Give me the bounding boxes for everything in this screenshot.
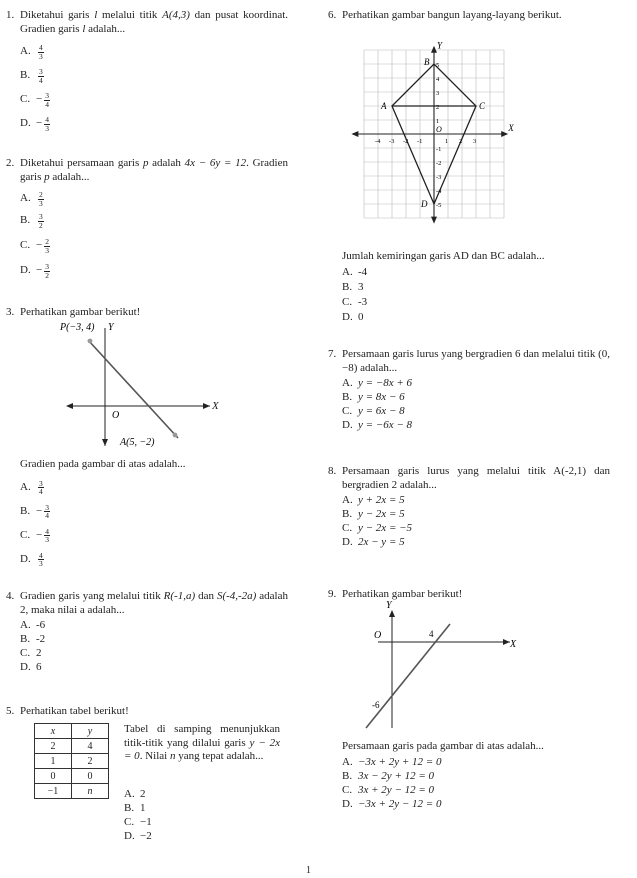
point-a-label: A <box>381 101 387 111</box>
x-tick-label: 3 <box>473 138 477 145</box>
q6-kite-figure <box>350 40 514 232</box>
x-tick-label: -2 <box>403 138 409 145</box>
y-tick-label: -3 <box>436 174 442 181</box>
option-a: A. y = −8x + 6 <box>342 377 413 390</box>
x-tick-label: 2 <box>459 138 463 145</box>
option-c: C. − $\frac{2}{3}$ <box>20 237 49 255</box>
question-stem: Perhatikan tabel berikut! <box>20 705 129 717</box>
y-tick-label: 2 <box>436 104 440 111</box>
x-axis-label: X <box>510 639 517 650</box>
option-a: A. $\frac{3}{4}$ <box>20 478 43 496</box>
question-number: 1. <box>6 9 15 21</box>
question-number: 5. <box>6 705 15 717</box>
table-cell: 0 <box>72 769 109 784</box>
point-a <box>173 433 178 438</box>
question-stem: Diketahui persamaan garis p adalah 4x − 6y = 12. Gradien garis p adalah... <box>20 157 288 183</box>
question-text: Gradien pada gambar di atas adalah... <box>20 458 186 470</box>
option-c: C. − $\frac{3}{4}$ <box>20 91 49 109</box>
option-c: C. −1 <box>124 816 152 829</box>
option-d: D. − $\frac{4}{3}$ <box>20 115 49 133</box>
origin-label: O <box>374 630 382 641</box>
option-a: A. -4 <box>342 266 368 279</box>
table-cell: 2 <box>35 739 72 754</box>
table-cell: −1 <box>35 784 72 799</box>
question-stem: Perhatikan gambar berikut! <box>20 306 141 318</box>
y-tick-label: -5 <box>436 202 442 209</box>
point-p <box>88 339 93 344</box>
a-label: A(5, −2) <box>120 437 155 448</box>
option-a: A. $\frac{2}{3}$ <box>20 190 43 208</box>
origin-label: O <box>112 410 120 421</box>
y-axis-label: Y <box>437 40 443 51</box>
question-4 <box>6 590 288 675</box>
option-c: C. 3x + 2y − 12 = 0 <box>342 783 435 796</box>
question-stem: Diketahui garis l melalui titik A(4,3) dan pusat koordinat. Gradien garis l adalah... <box>20 9 289 35</box>
point-d-label: D <box>421 199 428 209</box>
option-c: C. − $\frac{4}{3}$ <box>20 526 49 544</box>
question-stem: Perhatikan gambar berikut! <box>342 588 463 600</box>
y-tick-label: 1 <box>436 118 440 125</box>
option-d: D. $\frac{4}{3}$ <box>20 550 43 568</box>
question-6-body <box>328 250 610 326</box>
table-cell: 4 <box>72 739 109 754</box>
x-axis-arrow <box>501 131 508 137</box>
x-tick-label: -3 <box>389 138 395 145</box>
option-b: B. 1 <box>124 802 146 815</box>
option-b: B. $\frac{3}{2}$ <box>20 212 43 230</box>
question-text: Jumlah kemiringan garis AD dan BC adalah... <box>342 250 545 262</box>
option-a: A. 2 <box>124 788 146 801</box>
question-text: Persamaan garis pada gambar di atas adalah... <box>342 740 544 752</box>
option-d: D. − $\frac{3}{2}$ <box>20 262 49 280</box>
q5-xy-table <box>34 723 109 799</box>
option-c: C. y − 2x = −5 <box>342 522 413 535</box>
option-b: B. y = 8x − 6 <box>342 391 405 404</box>
option-a: A. −3x + 2y + 12 = 0 <box>342 755 442 768</box>
option-b: B. -2 <box>20 633 46 646</box>
question-2 <box>6 157 288 282</box>
question-number: 6. <box>328 9 337 21</box>
x-tick-label: -1 <box>417 138 423 145</box>
question-number: 2. <box>6 157 15 169</box>
point-b-label: B <box>424 57 430 67</box>
question-stem: Persamaan garis lurus yang melalui titik A(-2,1) dan bergradien 2 adalah... <box>342 465 610 491</box>
option-d: D. 2x − y = 5 <box>342 536 405 549</box>
page-number: 1 <box>306 865 311 876</box>
table-cell: 0 <box>35 769 72 784</box>
option-d: D. 0 <box>342 311 364 324</box>
option-d: D. −3x + 2y − 12 = 0 <box>342 797 442 810</box>
y-axis-label: Y <box>386 600 392 611</box>
question-number: 4. <box>6 590 15 602</box>
question-5 <box>6 705 288 719</box>
option-a: A. -6 <box>20 619 46 632</box>
x-axis-label: X <box>508 123 514 133</box>
y-tick-label: -2 <box>436 160 442 167</box>
table-header: y <box>72 724 109 739</box>
option-b: B. $\frac{3}{4}$ <box>20 67 43 85</box>
option-a: A. y + 2x = 5 <box>342 494 405 507</box>
x-axis-label: X <box>212 400 219 412</box>
question-6 <box>328 9 610 23</box>
y-tick-label: 5 <box>436 62 440 69</box>
question-8 <box>328 465 610 550</box>
question-number: 7. <box>328 348 337 360</box>
y-tick-label: -4 <box>436 188 442 195</box>
x-tick-label: 1 <box>445 138 449 145</box>
question-9-body <box>328 740 610 812</box>
question-stem: Perhatikan gambar bangun layang-layang berikut. <box>342 9 562 21</box>
table-cell: n <box>72 784 109 799</box>
y-tick-label: 4 <box>436 76 440 83</box>
table-header: x <box>35 724 72 739</box>
option-d: D. 6 <box>20 661 42 674</box>
option-c: C. 2 <box>20 647 42 660</box>
y-tick-label: -1 <box>436 146 442 153</box>
option-c: C. -3 <box>342 296 368 309</box>
question-stem: Gradien garis yang melalui titik R(-1,a) dan S(-4,-2a) adalah 2, maka nilai a adalah... <box>20 590 288 616</box>
q9-line-figure <box>358 598 518 730</box>
table-cell: 2 <box>72 754 109 769</box>
option-b: B. 3 <box>342 281 364 294</box>
option-c: C. y = 6x − 8 <box>342 405 405 418</box>
point-c-label: C <box>479 101 486 111</box>
question-5-options <box>110 788 280 844</box>
x-tick-label: -4 <box>375 138 381 145</box>
option-d: D. y = −6x − 8 <box>342 419 413 432</box>
table-cell: 1 <box>35 754 72 769</box>
y-tick-label: 3 <box>436 90 440 97</box>
option-b: B. y − 2x = 5 <box>342 508 405 521</box>
question-number: 8. <box>328 465 337 477</box>
option-b: B. 3x − 2y + 12 = 0 <box>342 769 435 782</box>
q3-line-figure <box>60 318 200 448</box>
origin-label: O <box>436 125 442 134</box>
y-axis-label: Y <box>108 322 114 333</box>
question-number: 9. <box>328 588 337 600</box>
y-axis-arrow <box>431 217 437 224</box>
option-b: B. − $\frac{3}{4}$ <box>20 502 49 520</box>
question-1 <box>6 9 288 136</box>
p-label: P(−3, 4) <box>60 322 95 333</box>
option-a: A. $\frac{4}{3}$ <box>20 43 43 61</box>
question-stem: Persamaan garis lurus yang bergradien 6 dan melalui titik (0, −8) adalah... <box>342 348 611 374</box>
x-axis-arrow <box>351 131 358 137</box>
option-d: D. −2 <box>124 830 152 843</box>
x-intercept-label: 4 <box>429 629 434 639</box>
question-7 <box>328 348 610 433</box>
question-5-desc: Tabel di samping menunjukkan titik-titik yang dilalui garis y − 2x = 0. Nilai n yang tepat adalah... <box>124 723 281 762</box>
question-number: 3. <box>6 306 15 318</box>
y-intercept-label: -6 <box>372 700 380 710</box>
question-3-body <box>6 458 288 572</box>
